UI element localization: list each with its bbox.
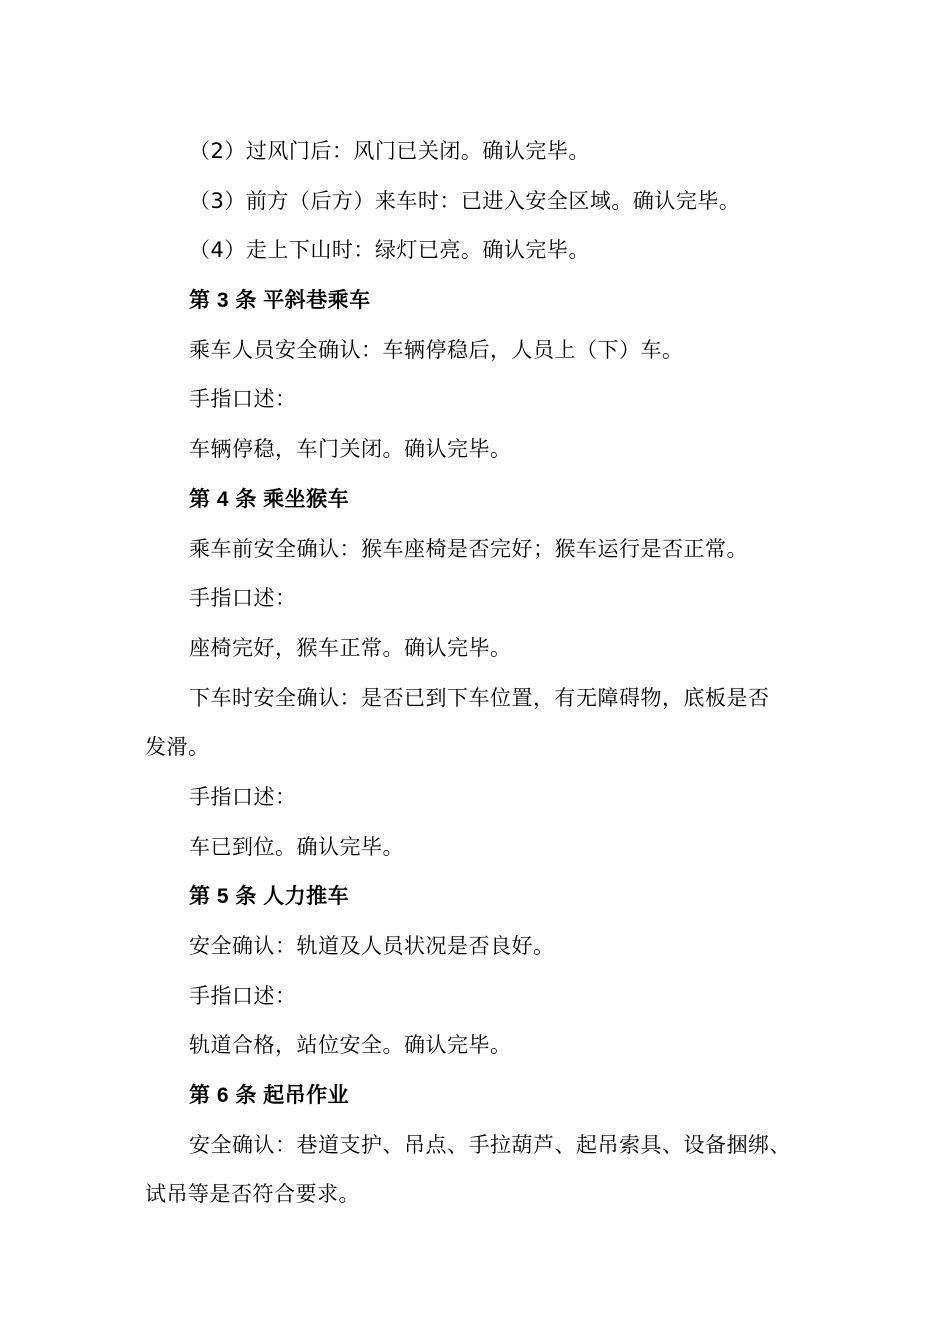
section-heading-3: 第 3 条 平斜巷乘车 xyxy=(189,289,371,313)
section-heading-5: 第 5 条 人力推车 xyxy=(189,885,350,909)
paragraph-text: 座椅完好，猴车正常。确认完毕。 xyxy=(189,635,512,660)
section-heading-6: 第 6 条 起吊作业 xyxy=(189,1084,350,1108)
paragraph-text: 乘车人员安全确认：车辆停稳后，人员上（下）车。 xyxy=(189,337,684,362)
paragraph-text: 车辆停稳，车门关闭。确认完毕。 xyxy=(189,437,512,462)
section-heading-4: 第 4 条 乘坐猴车 xyxy=(189,487,350,511)
paragraph-text: 手指口述： xyxy=(189,784,297,809)
paragraph-text: 乘车前安全确认：猴车座椅是否完好；猴车运行是否正常。 xyxy=(189,536,748,561)
paragraph-text: 安全确认：轨道及人员状况是否良好。 xyxy=(189,934,555,958)
paragraph-item-3: （3）前方（后方）来车时：已进入安全区域。确认完毕。 xyxy=(189,188,741,213)
paragraph-continuation: 试吊等是否符合要求。 xyxy=(145,1182,360,1207)
paragraph-continuation: 发滑。 xyxy=(145,735,210,760)
paragraph-text: 手指口述： xyxy=(189,983,297,1008)
paragraph-text: 手指口述： xyxy=(189,586,297,611)
paragraph-text: 安全确认：巷道支护、吊点、手拉葫芦、起吊索具、设备捆绑、 xyxy=(189,1132,791,1157)
document-body xyxy=(145,127,815,1220)
paragraph-text: 下车时安全确认：是否已到下车位置，有无障碍物，底板是否 xyxy=(189,685,770,710)
paragraph-item-4: （4）走上下山时：绿灯已亮。确认完毕。 xyxy=(189,238,590,263)
paragraph-item-2: （2）过风门后：风门已关闭。确认完毕。 xyxy=(189,139,590,163)
paragraph-text: 轨道合格，站位安全。确认完毕。 xyxy=(189,1033,512,1058)
paragraph-text: 车已到位。确认完毕。 xyxy=(189,834,404,859)
paragraph-text: 手指口述： xyxy=(189,387,297,412)
